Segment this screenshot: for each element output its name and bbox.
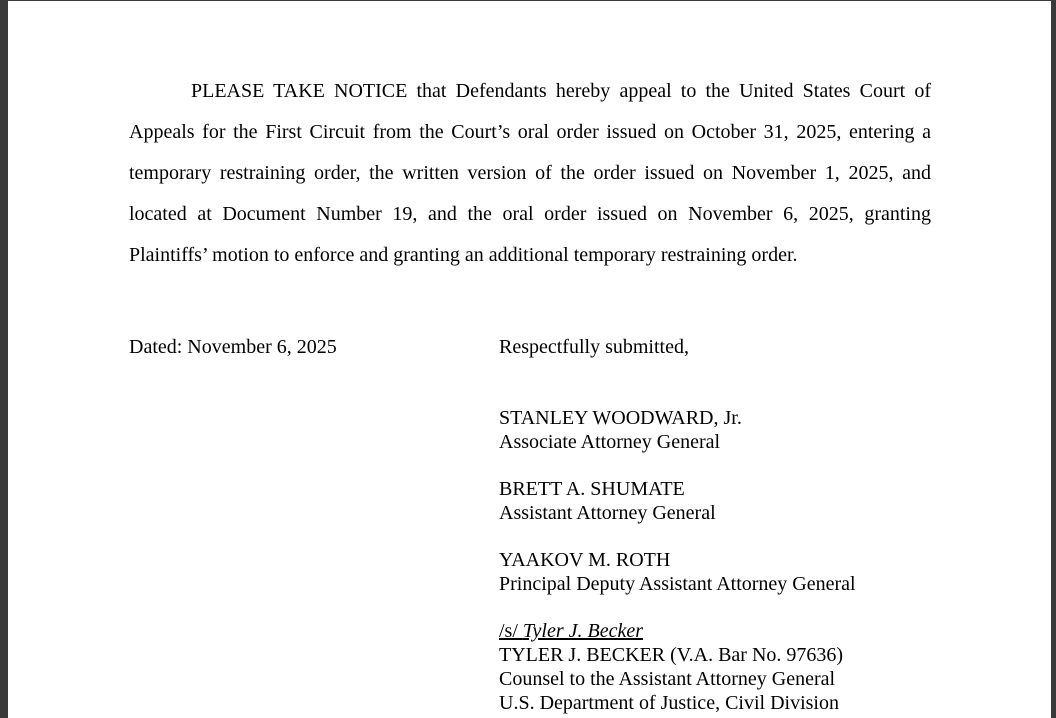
notice-line-2: Appeals for the First Circuit from the Court’s oral order issued on October 31, 2025, entering a bbox=[129, 121, 931, 143]
electronic-signature bbox=[499, 619, 643, 643]
signature-prefix: /s/ bbox=[499, 620, 523, 642]
signatory-1-title: Associate Attorney General bbox=[499, 431, 721, 453]
notice-line-5: Plaintiffs’ motion to enforce and granting an additional temporary restraining order. bbox=[129, 244, 798, 266]
signer-name: TYLER J. BECKER (V.A. Bar No. 97636) bbox=[499, 644, 844, 666]
date-line: Dated: November 6, 2025 bbox=[129, 336, 337, 358]
signatory-1-name: STANLEY WOODWARD, Jr. bbox=[499, 407, 742, 429]
notice-line-1: PLEASE TAKE NOTICE that Defendants hereby appeal to the United States Court of bbox=[191, 80, 931, 102]
signatory-2-name: BRETT A. SHUMATE bbox=[499, 478, 685, 500]
notice-line-3: temporary restraining order, the written version of the order issued on November 1, 2025, and bbox=[129, 162, 931, 184]
closing-line: Respectfully submitted, bbox=[499, 336, 689, 358]
signatory-3-title: Principal Deputy Assistant Attorney General bbox=[499, 573, 856, 595]
signer-office: U.S. Department of Justice, Civil Division bbox=[499, 692, 839, 714]
viewer-frame-left bbox=[0, 0, 8, 718]
signer-title: Counsel to the Assistant Attorney General bbox=[499, 668, 836, 690]
document-page bbox=[8, 1, 1051, 718]
viewer-frame-right bbox=[1051, 0, 1056, 718]
notice-line-4: located at Document Number 19, and the oral order issued on November 6, 2025, granting bbox=[129, 203, 931, 225]
signatory-3-name: YAAKOV M. ROTH bbox=[499, 549, 671, 571]
signature-name: Tyler J. Becker bbox=[522, 620, 644, 642]
signatory-2-title: Assistant Attorney General bbox=[499, 502, 716, 524]
